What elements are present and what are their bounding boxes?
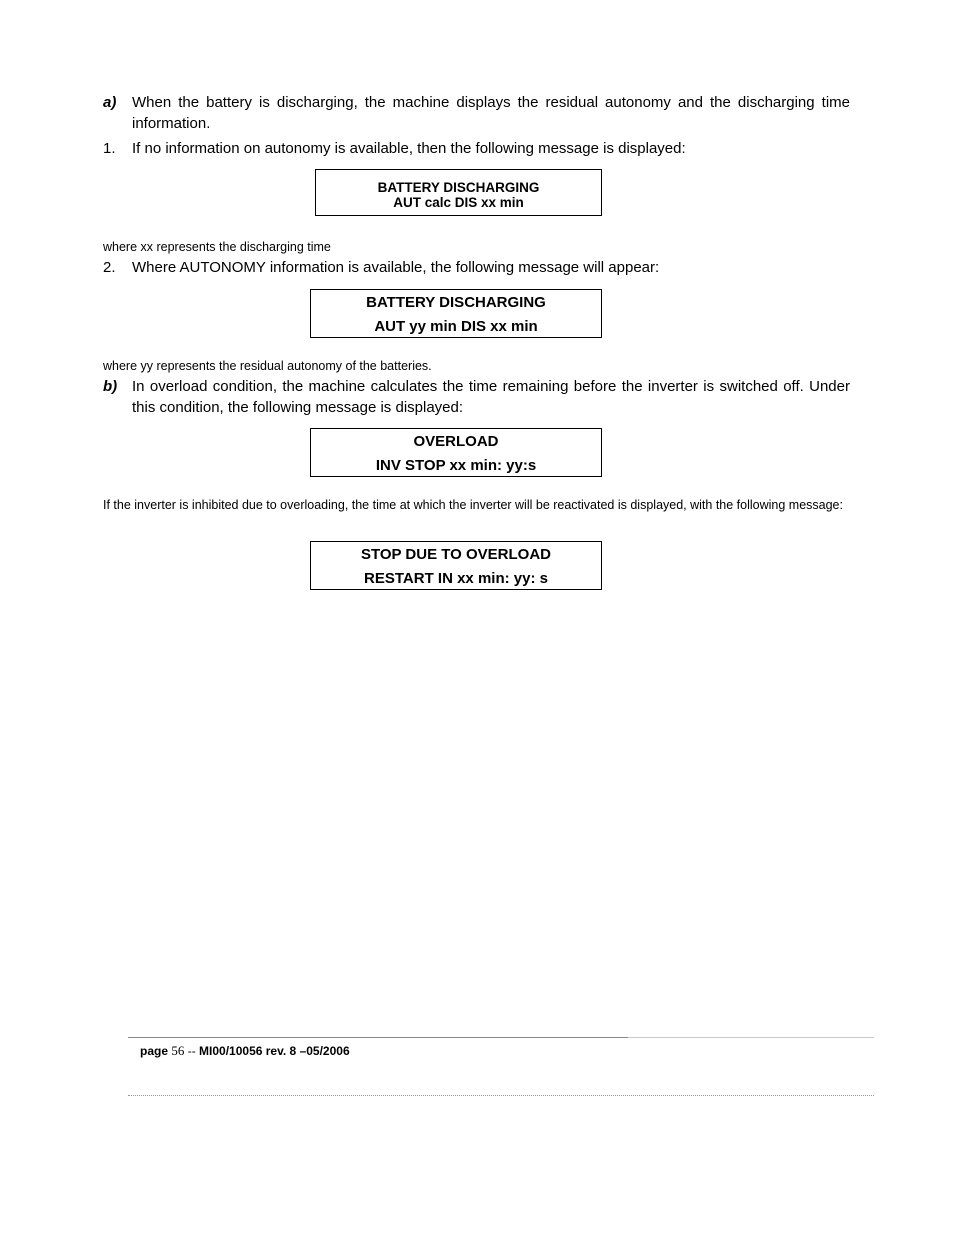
display-2-line-2: AUT yy min DIS xx min (374, 318, 538, 335)
item-1-marker: 1. (103, 140, 116, 157)
display-message-box-3 (310, 428, 602, 477)
footer-separator: -- (187, 1044, 196, 1058)
section-b-text: In overload condition, the machine calculates the time remaining before the inverter is switched off. Under this condition, the following message is displayed: (132, 378, 850, 416)
display-4-line-1: STOP DUE TO OVERLOAD (360, 546, 552, 563)
item-2-marker: 2. (103, 259, 116, 276)
display-3-line-2: INV STOP xx min: yy:s (375, 457, 537, 474)
display-message-box-1 (315, 169, 602, 216)
display-3-line-1: OVERLOAD (413, 433, 499, 450)
display-2-line-1: BATTERY DISCHARGING (366, 294, 546, 311)
note-3: If the inverter is inhibited due to overloading, the time at which the inverter will be reactivated is displayed, with the following message: (103, 498, 843, 512)
page-footer (140, 1042, 350, 1060)
display-1-line-1: BATTERY DISCHARGING (377, 180, 540, 195)
section-a-marker: a) (103, 94, 117, 111)
section-a-text: When the battery is discharging, the machine displays the residual autonomy and the discharging time information. (132, 94, 850, 132)
display-message-box-4 (310, 541, 602, 590)
display-4-line-2: RESTART IN xx min: yy: s (364, 570, 548, 587)
footer-page-number: 56 (171, 1043, 185, 1058)
section-b-marker: b) (103, 378, 118, 395)
footer-bottom-rule (128, 1095, 874, 1096)
display-1-line-2: AUT calc DIS xx min (393, 195, 524, 210)
footer-page-label: page (140, 1044, 169, 1058)
footer-top-rule-accent (128, 1037, 628, 1038)
item-2-text: Where AUTONOMY information is available, the following message will appear: (132, 259, 660, 276)
item-1-text: If no information on autonomy is available, then the following message is displayed: (132, 140, 686, 157)
footer-doc-ref: MI00/10056 rev. 8 –05/2006 (199, 1044, 350, 1058)
display-message-box-2 (310, 289, 602, 338)
note-1: where xx represents the discharging time (103, 240, 331, 254)
note-2: where yy represents the residual autonomy of the batteries. (103, 359, 432, 373)
